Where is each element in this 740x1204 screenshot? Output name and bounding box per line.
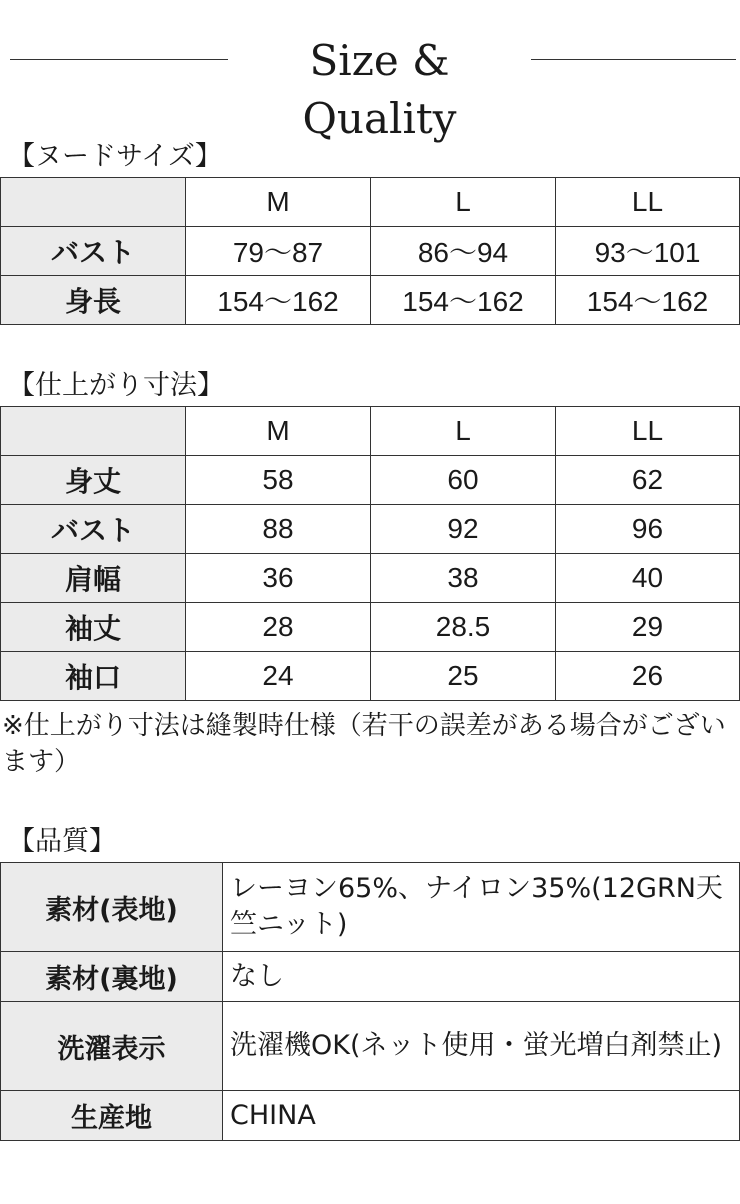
table-row	[1, 554, 740, 603]
row-label: 身丈	[1, 456, 186, 505]
table-cell: 29	[556, 603, 740, 652]
nude-size-table	[0, 177, 740, 325]
table-cell: 62	[556, 456, 740, 505]
row-label: バスト	[1, 227, 186, 276]
row-label: 素材(裏地)	[1, 952, 223, 1002]
column-header: L	[371, 407, 556, 456]
table-cell: 40	[556, 554, 740, 603]
quality-heading: 【品質】	[8, 826, 116, 857]
quality-table	[0, 862, 740, 1141]
corner-cell	[1, 407, 186, 456]
row-label: 袖口	[1, 652, 186, 701]
column-header: LL	[556, 407, 740, 456]
table-cell: 洗濯機OK(ネット使用・蛍光増白剤禁止)	[223, 1002, 740, 1091]
table-row	[1, 1002, 740, 1091]
corner-cell	[1, 178, 186, 227]
column-header: M	[186, 407, 371, 456]
table-cell: 25	[371, 652, 556, 701]
row-label: 生産地	[1, 1091, 223, 1141]
row-label: 素材(表地)	[1, 863, 223, 952]
row-label: 洗濯表示	[1, 1002, 223, 1091]
table-cell: 86〜94	[371, 227, 556, 276]
nude-size-heading: 【ヌードサイズ】	[8, 141, 222, 172]
table-cell: 92	[371, 505, 556, 554]
table-cell: なし	[223, 952, 740, 1002]
row-label: 袖丈	[1, 603, 186, 652]
table-row	[1, 863, 740, 952]
row-label: 肩幅	[1, 554, 186, 603]
page-title: Size & Quality	[302, 36, 457, 143]
table-cell: レーヨン65%、ナイロン35%(12GRN天竺ニット)	[223, 863, 740, 952]
table-cell: 60	[371, 456, 556, 505]
table-cell: 96	[556, 505, 740, 554]
table-cell: 58	[186, 456, 371, 505]
table-header-row	[1, 178, 740, 227]
table-cell: 154〜162	[186, 276, 371, 325]
row-label: 身長	[1, 276, 186, 325]
table-header-row	[1, 407, 740, 456]
table-cell: 154〜162	[371, 276, 556, 325]
table-row	[1, 603, 740, 652]
table-row	[1, 505, 740, 554]
table-cell: 93〜101	[556, 227, 740, 276]
column-header: LL	[556, 178, 740, 227]
column-header: M	[186, 178, 371, 227]
title-row	[0, 32, 740, 143]
table-row	[1, 456, 740, 505]
table-row	[1, 1091, 740, 1141]
table-row	[1, 652, 740, 701]
finished-size-table	[0, 406, 740, 701]
table-cell: 88	[186, 505, 371, 554]
title-rule-left	[10, 59, 228, 60]
finished-size-heading: 【仕上がり寸法】	[8, 370, 224, 401]
column-header: L	[371, 178, 556, 227]
table-cell: 28.5	[371, 603, 556, 652]
table-cell: 28	[186, 603, 371, 652]
table-cell: 154〜162	[556, 276, 740, 325]
table-cell: 38	[371, 554, 556, 603]
finished-size-note: ※仕上がり寸法は縫製時仕様（若干の誤差がある場合がございます）	[2, 711, 726, 777]
table-cell: 26	[556, 652, 740, 701]
table-row	[1, 276, 740, 325]
table-cell: 24	[186, 652, 371, 701]
table-row	[1, 952, 740, 1002]
table-cell: 79〜87	[186, 227, 371, 276]
table-row	[1, 227, 740, 276]
table-cell: CHINA	[223, 1091, 740, 1141]
row-label: バスト	[1, 505, 186, 554]
title-rule-right	[531, 59, 736, 60]
table-cell: 36	[186, 554, 371, 603]
